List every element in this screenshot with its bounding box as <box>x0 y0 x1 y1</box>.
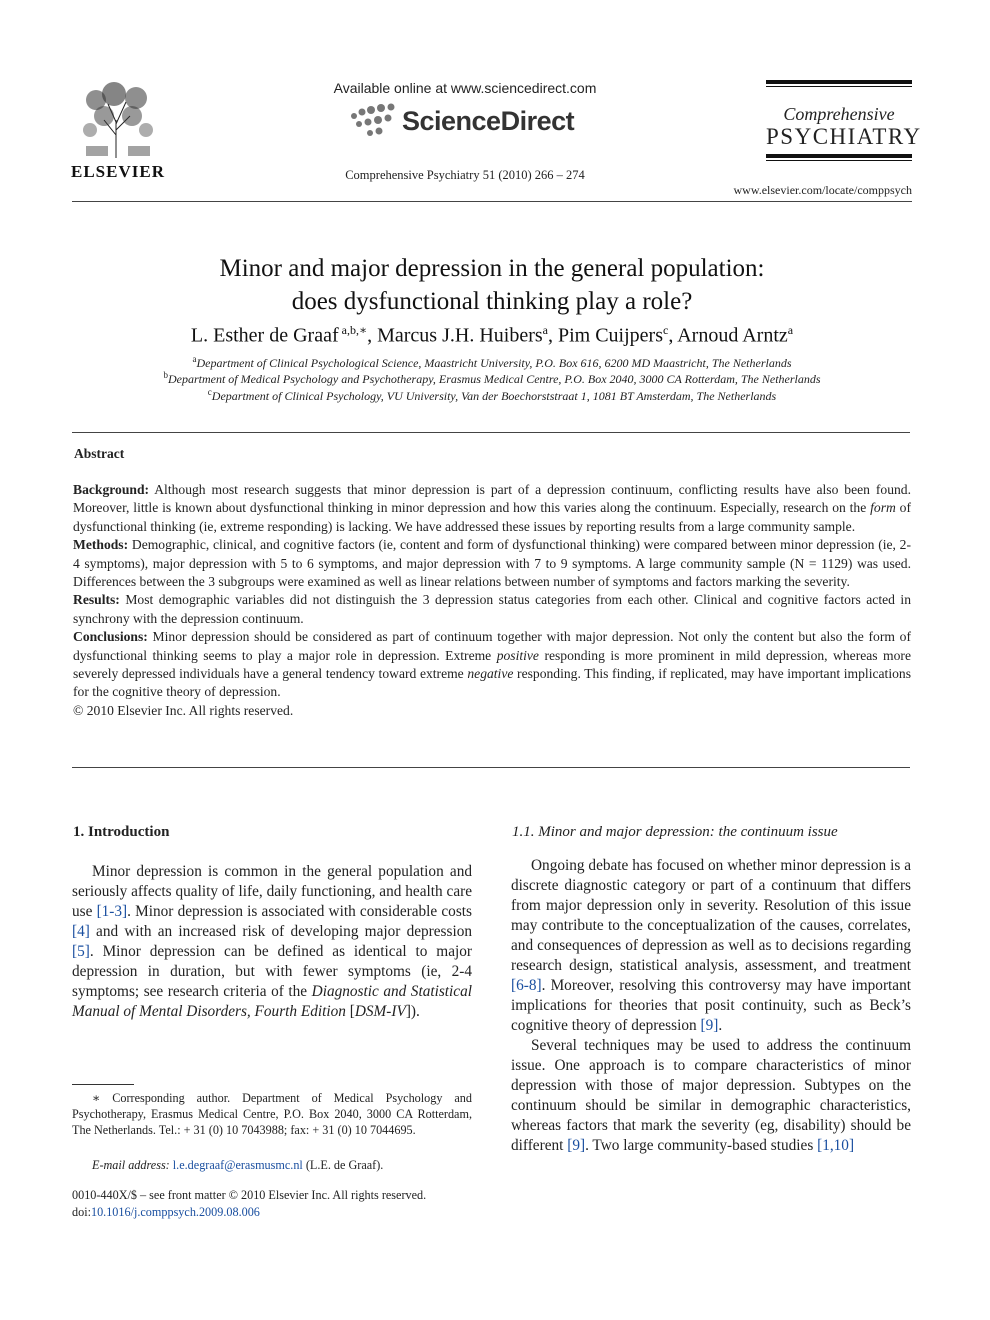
doi-link[interactable]: 10.1016/j.comppsych.2009.08.006 <box>90 1205 260 1219</box>
left-column <box>72 862 472 1022</box>
journal-name-line1: Comprehensive <box>783 104 895 124</box>
sciencedirect-dots-icon <box>346 102 402 142</box>
citation-link[interactable]: [4] <box>72 923 90 940</box>
citation-link[interactable]: [9] <box>567 1137 586 1154</box>
abstract-heading: Abstract <box>74 446 125 461</box>
elsevier-logo <box>70 80 166 180</box>
citation-link[interactable]: [6-8] <box>511 977 542 994</box>
abstract-background: Background: Although most research suggests that minor depression is part of a depression continuum, conflicting results have also been found. Moreover, little is known about dysfunctional thinking in minor depression and how this varies along the continuum. Especially, research on the form of dysfunctional thinking (ie, extreme responding) is lacking. We have addressed these issues by reporting results from a large community sample. <box>73 482 911 534</box>
email-link[interactable]: l.e.degraaf@erasmusmc.nl <box>172 1158 303 1172</box>
journal-url[interactable]: www.elsevier.com/locate/comppsych <box>733 183 912 197</box>
affiliation-c: $^c$Department of Clinical Psychology, VU University, Van der Boechorststraat 1, 1081 BT Amsterdam, The Netherlands <box>207 387 777 403</box>
article-title <box>72 252 912 318</box>
right-column <box>511 856 911 1156</box>
affiliation-a: $^a$Department of Clinical Psychological Science, Maastricht University, P.O. Box 616, 6200 MD Maastricht, The Netherlands <box>192 354 792 370</box>
citation-link[interactable]: [9] <box>700 1017 719 1034</box>
abstract-copyright: © 2010 Elsevier Inc. All rights reserved. <box>73 702 294 718</box>
author-affiliation-marker: c <box>662 323 669 337</box>
author-name: Pim Cuijpers <box>557 324 663 347</box>
journal-rule <box>766 86 912 87</box>
author-affiliation-marker: a <box>787 323 794 337</box>
author-name: L. Esther de Graaf <box>190 324 339 347</box>
sciencedirect-logo <box>346 100 586 144</box>
citation-link[interactable]: [5] <box>72 943 90 960</box>
section-heading-introduction: 1. Introduction <box>73 824 170 840</box>
footnote-rule <box>72 1084 134 1085</box>
paragraph: Ongoing debate has focused on whether minor depression is a discrete diagnostic category or part of a continuum that differs from major depression only in severity. Resolution of this issue may contribute to the conceptualization of the causes, correlates, and consequences of depression as well as to decisions regarding research design, statistical analysis, assessment, and treatment [6-8]. Moreover, resolving this controversy may have important implications for theories that posit continuity, such as Beck’s cognitive theory of depression [9]. <box>511 857 911 1034</box>
author-name: Marcus J.H. Huibers <box>377 324 543 347</box>
abstract-top-rule <box>72 432 910 433</box>
author-affiliation-marker: a,b,∗ <box>338 323 368 337</box>
elsevier-tree-icon <box>76 80 160 160</box>
sciencedirect-wordmark: ScienceDirect <box>402 106 575 136</box>
author-affiliation-marker: a <box>542 323 548 337</box>
subsection-heading-continuum: 1.1. Minor and major depression: the continuum issue <box>512 824 838 840</box>
title-line-1: Minor and major depression in the general population: <box>219 255 765 282</box>
paragraph: Several techniques may be used to address the continuum issue. One approach is to compare characteristics of minor depression with those of major depression. Subtypes on the continuum should be similar in demographic characteristics, whereas factors that mark the severity (eg, disability) should be different [9]. Two large community-based studies [1,10] <box>511 1037 911 1154</box>
journal-name-line2: PSYCHIATRY <box>766 124 922 149</box>
abstract-body <box>73 481 911 720</box>
abstract-results: Results: Most demographic variables did not distinguish the 3 depression status categories from each other. Clinical and cognitive factors acted in synchrony with the depression continuum. <box>73 592 911 626</box>
affiliation-b: $^b$Department of Medical Psychology and Psychotherapy, Erasmus Medical Centre, P.O. Box 2040, 3000 CA Rotterdam, The Netherlands <box>163 370 821 386</box>
journal-rule <box>766 154 912 158</box>
author-name: Arnoud Arntz <box>677 324 788 347</box>
journal-citation: Comprehensive Psychiatry 51 (2010) 266 – 274 <box>345 168 585 182</box>
publisher-name: ELSEVIER <box>71 162 165 181</box>
citation-link[interactable]: [1-3] <box>96 903 128 920</box>
journal-rule <box>766 80 912 84</box>
doi-line: doi:10.1016/j.comppsych.2009.08.006 <box>72 1205 260 1219</box>
abstract-conclusions: Conclusions: Minor depression should be considered as part of continuum together with major depression. Not only the content but also the form of dysfunctional thinking seems to play a major role in depression. Extreme positive responding is more prominent in mild depression, whereas more severely depressed individuals have a general tendency toward extreme negative responding. This finding, if replicated, may have important implications for the cognitive theory of depression. <box>73 629 911 700</box>
abstract-bottom-rule <box>72 767 910 768</box>
citation-link[interactable]: [1,10] <box>817 1137 855 1154</box>
email-footnote: E-mail address: l.e.degraaf@erasmusmc.nl (L.E. de Graaf). <box>92 1158 384 1172</box>
header-divider <box>72 201 912 202</box>
corresponding-author-footnote: ∗ Corresponding author. Department of Medical Psychology and Psychotherapy, Erasmus Medical Centre, P.O. Box 2040, 3000 CA Rotterdam, The Netherlands. Tel.: + 31 (0) 10 7043988; fax: + 31 (0) 10 7044695. <box>72 1091 472 1138</box>
paragraph: Minor depression is common in the general population and seriously affects quality of life, daily functioning, and health care use [1-3]. Minor depression is associated with considerable costs [4] and with an increased risk of developing major depression [5]. Minor depression can be defined as identical to major depression in duration, but with fewer symptoms (ie, 2-4 symptoms; see research criteria of the Diagnostic and Statistical Manual of Mental Disorders, Fourth Edition [DSM-IV]). <box>72 863 472 1020</box>
issn-line: 0010-440X/$ – see front matter © 2010 Elsevier Inc. All rights reserved. <box>72 1188 427 1202</box>
journal-rule <box>766 160 912 161</box>
issn-doi <box>72 1187 426 1221</box>
title-line-2: does dysfunctional thinking play a role? <box>291 288 693 315</box>
available-online: Available online at www.sciencedirect.com <box>333 80 597 96</box>
author-list: L. Esther de Graaf $^{a,b,∗}$, Marcus J.H. Huibers$^a$, Pim Cuijpers$^c$, Arnoud Arntz$^a$ <box>190 323 794 347</box>
abstract-methods: Methods: Demographic, clinical, and cognitive factors (ie, content and form of dysfunctional thinking) were compared between minor depression (ie, 2-4 symptoms), major depression with 5 to 6 symptoms, and major depression with 7 to 9 symptoms. A large community sample (N = 1129) was used. Differences between the 3 subgroups were examined as well as linear relations between number of symptoms and factors marking the severity. <box>73 537 911 590</box>
